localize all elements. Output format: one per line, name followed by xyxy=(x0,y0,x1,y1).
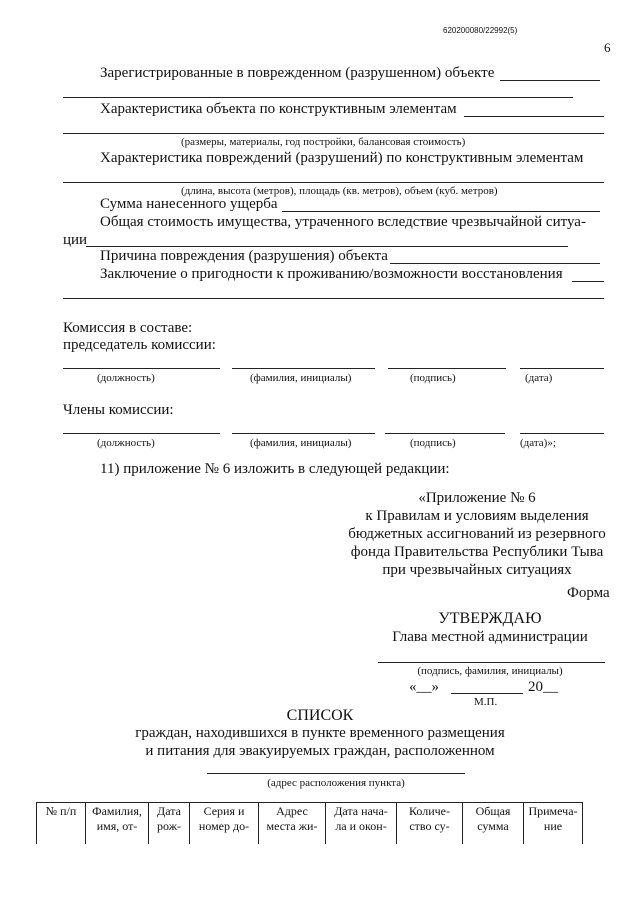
member-position-line xyxy=(63,433,220,434)
chairman-signature-hint: (подпись) xyxy=(410,372,456,384)
member-signature-hint: (подпись) xyxy=(410,437,456,449)
header-cell-address: Адрес места жи- xyxy=(259,803,326,845)
appendix-line-5: при чрезвычайных ситуациях xyxy=(382,562,572,578)
seal-label: М.П. xyxy=(474,696,498,708)
registered-line-2 xyxy=(63,97,573,98)
approval-date: «__» xyxy=(409,679,439,695)
amendment-text: 11) приложение № 6 изложить в следующей редакции: xyxy=(100,461,450,477)
chairman-position-hint: (должность) xyxy=(97,372,155,384)
approval-year: 20__ xyxy=(528,679,558,695)
appendix-header xyxy=(332,489,622,579)
table-header-row xyxy=(37,803,583,845)
sum-line xyxy=(282,211,600,212)
damage-line xyxy=(63,182,604,183)
conclusion-line-2 xyxy=(63,298,604,299)
total-line xyxy=(86,246,568,247)
damage-label: Характеристика повреждений (разрушений) по конструктивным элементам xyxy=(100,150,584,166)
chairman-name-hint: (фамилия, инициалы) xyxy=(250,372,352,384)
address-hint: (адрес расположения пункта) xyxy=(267,777,405,789)
total-label-cont: ции xyxy=(63,232,88,248)
registered-line xyxy=(500,80,600,81)
member-date-line xyxy=(520,433,604,434)
chairman-label: председатель комиссии: xyxy=(63,337,216,353)
list-subtitle-1: граждан, находившихся в пункте временного размещения xyxy=(135,725,505,741)
appendix-line-4: фонда Правительства Республики Тыва xyxy=(350,544,604,560)
citizens-table xyxy=(36,802,583,844)
header-cell-name: Фамилия, имя, от- xyxy=(86,803,149,845)
sum-label: Сумма нанесенного ущерба xyxy=(100,196,278,212)
document-id: 620200080/22992(5) xyxy=(443,26,518,35)
approval-month-line xyxy=(451,693,523,694)
appendix-line-2: к Правилам и условиям выделения xyxy=(365,508,589,524)
approval-signature-line xyxy=(378,662,605,663)
page-number: 6 xyxy=(604,40,611,55)
form-label: Форма xyxy=(567,585,610,601)
header-cell-days: Количе- ство су- xyxy=(397,803,463,845)
header-cell-number: № п/п xyxy=(37,803,86,845)
damage-hint: (длина, высота (метров), площадь (кв. метров), объем (куб. метров) xyxy=(181,185,498,197)
member-position-hint: (должность) xyxy=(97,437,155,449)
list-title: СПИСОК xyxy=(286,707,354,724)
member-signature-line xyxy=(385,433,505,434)
chairman-date-line xyxy=(520,368,604,369)
commission-label: Комиссия в составе: xyxy=(63,320,193,336)
characteristic-hint: (размеры, материалы, год постройки, балансовая стоимость) xyxy=(181,136,466,148)
chairman-signature-line xyxy=(388,368,506,369)
chairman-name-line xyxy=(232,368,375,369)
head-label: Глава местной администрации xyxy=(392,629,588,645)
chairman-date-hint: (дата) xyxy=(525,372,553,384)
conclusion-line xyxy=(572,281,604,282)
characteristic-line-2 xyxy=(63,133,604,134)
header-cell-sum: Общая сумма xyxy=(463,803,524,845)
member-name-line xyxy=(232,433,375,434)
member-date-hint: (дата)»; xyxy=(520,437,556,449)
chairman-position-line xyxy=(63,368,220,369)
header-cell-document: Серия и номер до- xyxy=(190,803,259,845)
appendix-line-3: бюджетных ассигнований из резервного xyxy=(348,526,606,542)
header-cell-dates: Дата нача- ла и окон- xyxy=(326,803,397,845)
appendix-line-1: «Приложение № 6 xyxy=(418,490,536,506)
conclusion-label: Заключение о пригодности к проживанию/возможности восстановления xyxy=(100,266,563,282)
approval-signature-hint: (подпись, фамилия, инициалы) xyxy=(417,665,563,677)
list-subtitle-2: и питания для эвакуируемых граждан, расположенном xyxy=(145,743,495,759)
characteristic-label: Характеристика объекта по конструктивным элементам xyxy=(100,101,457,117)
header-cell-birthdate: Дата рож- xyxy=(149,803,190,845)
approve-label: УТВЕРЖДАЮ xyxy=(438,610,542,627)
header-cell-note: Примеча- ние xyxy=(524,803,583,845)
total-label: Общая стоимость имущества, утраченного вследствие чрезвычайной ситуа- xyxy=(100,214,586,230)
address-line xyxy=(207,773,465,774)
members-label: Члены комиссии: xyxy=(63,402,174,418)
cause-label: Причина повреждения (разрушения) объекта xyxy=(100,248,388,264)
characteristic-line xyxy=(464,116,604,117)
registered-label: Зарегистрированные в поврежденном (разрушенном) объекте xyxy=(100,65,495,81)
member-name-hint: (фамилия, инициалы) xyxy=(250,437,352,449)
cause-line xyxy=(390,263,600,264)
